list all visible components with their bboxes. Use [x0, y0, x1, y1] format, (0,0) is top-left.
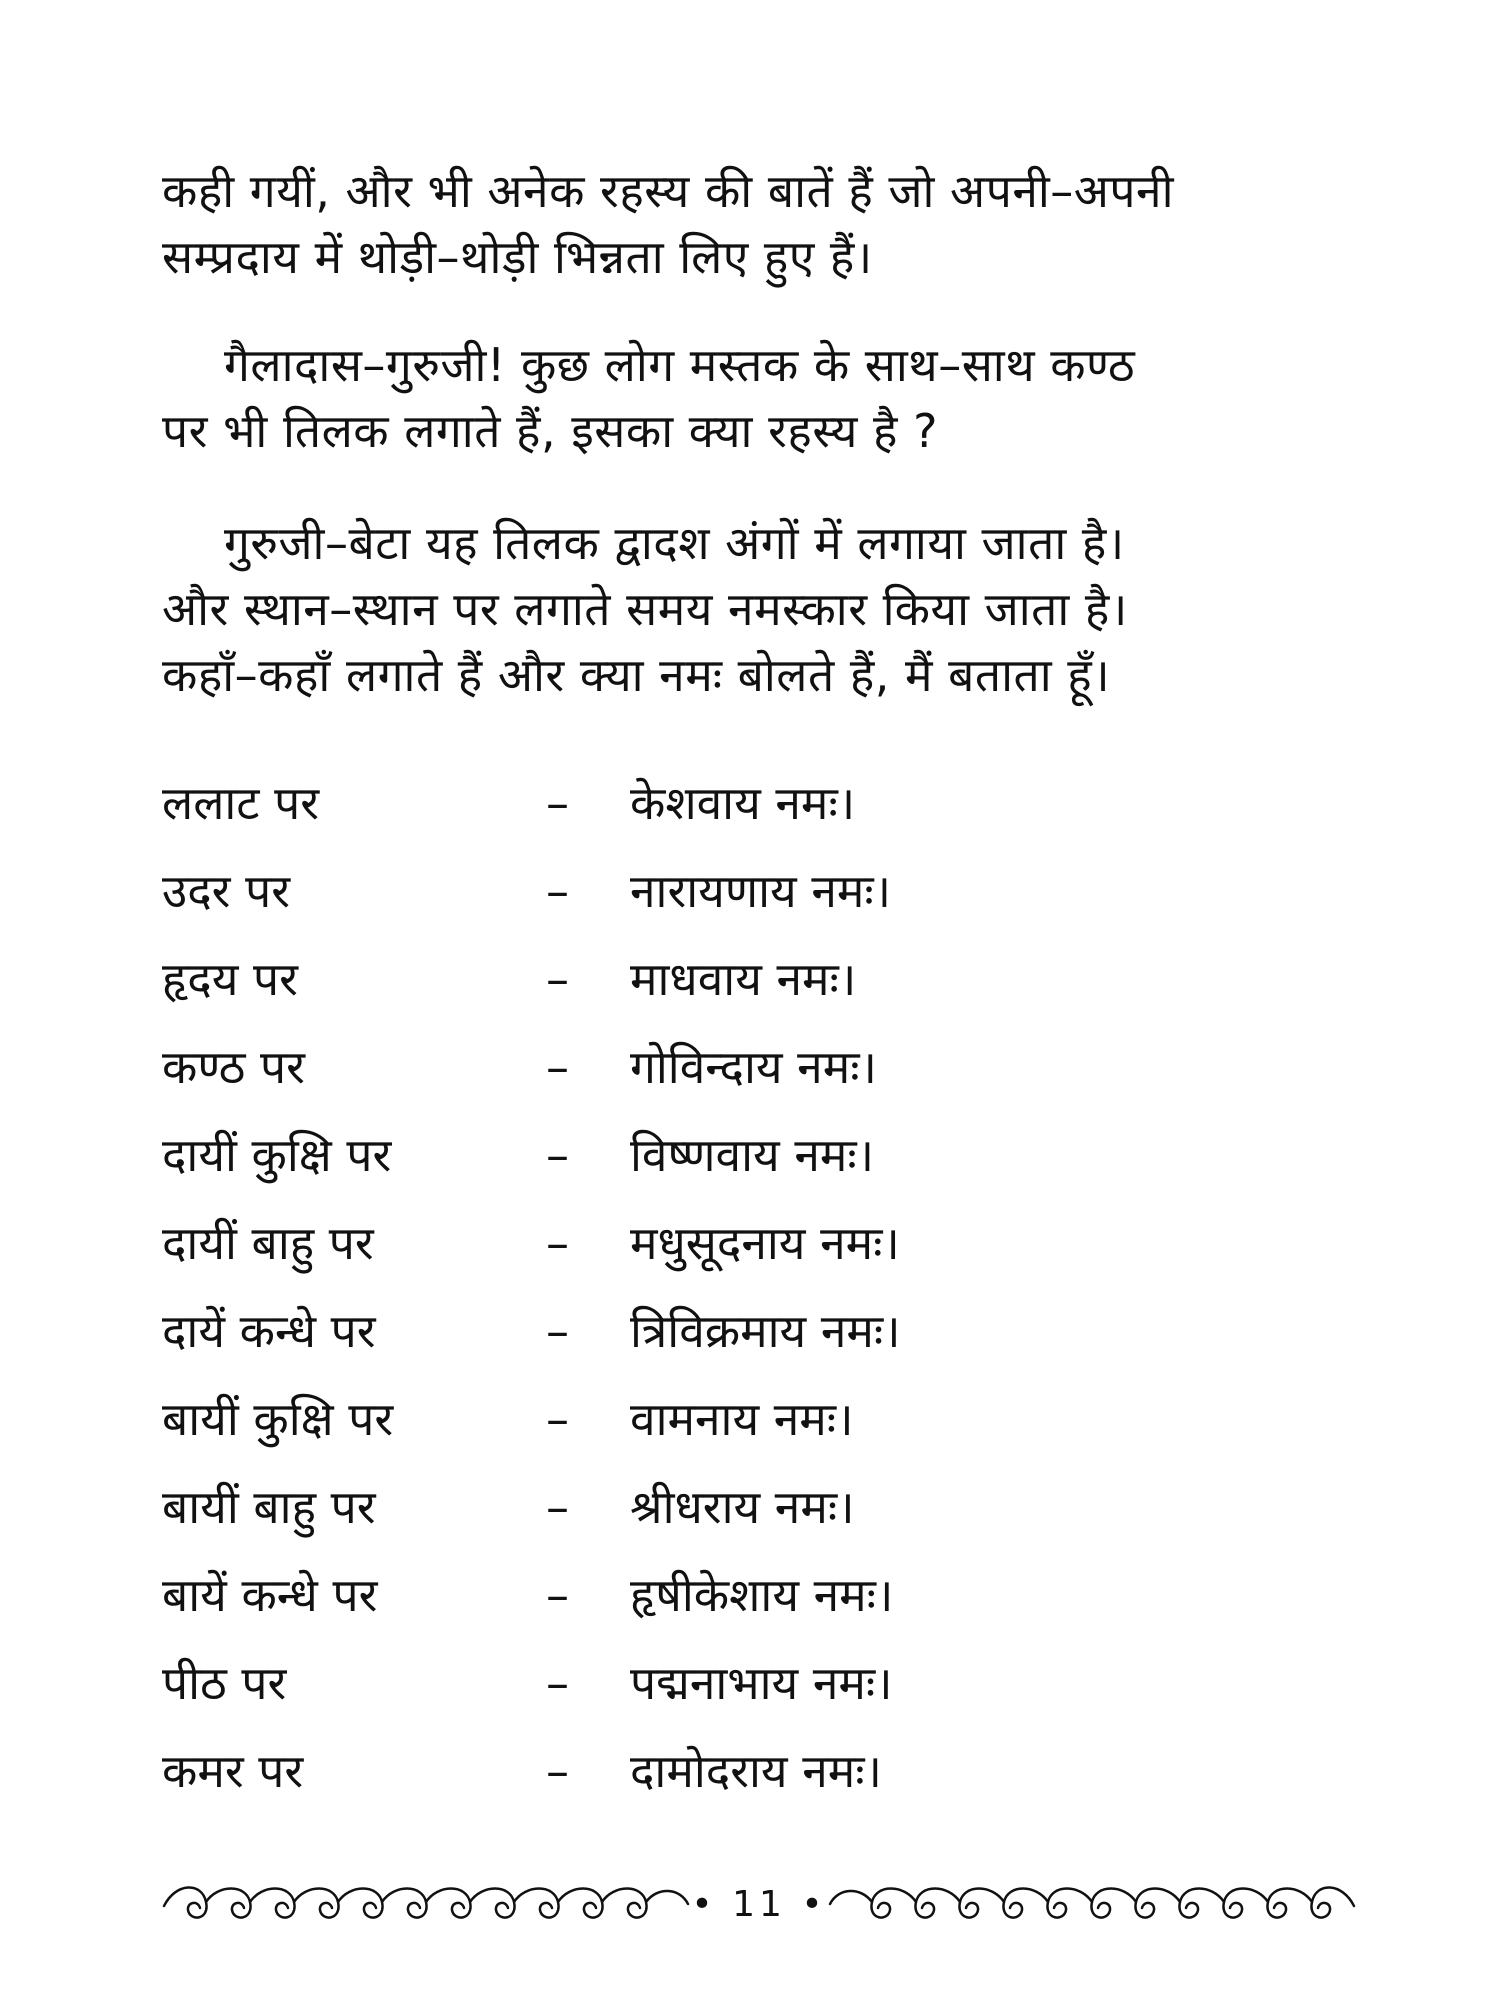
list-item	[162, 770, 1362, 858]
paragraph-answer	[162, 510, 1362, 708]
dash: –	[546, 1744, 569, 1798]
body-place: हृदय पर	[162, 952, 298, 1006]
body-place: दायें कन्धे पर	[162, 1304, 376, 1358]
list-item	[162, 1122, 1362, 1210]
list-item	[162, 1298, 1362, 1386]
text-line: कही गयीं, और भी अनेक रहस्य की बातें हैं जो अपनी–अपनी	[162, 164, 1174, 218]
list-item	[162, 1650, 1362, 1738]
dash: –	[546, 776, 569, 830]
list-item	[162, 946, 1362, 1034]
text-line: गैलादास–गुरुजी! कुछ लोग मस्तक के साथ–साथ कण्ठ	[224, 338, 1136, 392]
dash: –	[546, 1040, 569, 1094]
body-place: ललाट पर	[162, 776, 320, 830]
dash: –	[546, 1304, 569, 1358]
body-place: बायें कन्धे पर	[162, 1568, 378, 1622]
page-footer	[162, 1874, 1356, 1938]
mantra: नारायणाय नमः।	[630, 864, 892, 918]
text-line: सम्प्रदाय में थोड़ी–थोड़ी भिन्नता लिए हुए हैं।	[162, 230, 873, 284]
list-item	[162, 1738, 1362, 1826]
mantra: केशवाय नमः।	[630, 776, 856, 830]
mantra: माधवाय नमः।	[630, 952, 857, 1006]
mantra: श्रीधराय नमः।	[630, 1480, 855, 1534]
list-item	[162, 1474, 1362, 1562]
text-line: गुरुजी–बेटा यह तिलक द्वादश अंगों में लगाया जाता है।	[224, 516, 1125, 570]
text-line: कहाँ–कहाँ लगाते हैं और क्या नमः बोलते हैं, मैं बताता हूँ।	[162, 648, 1111, 702]
list-item	[162, 858, 1362, 946]
page-number: • 11 •	[691, 1884, 827, 1925]
dash: –	[546, 1392, 569, 1446]
dash: –	[546, 1656, 569, 1710]
scroll-ornament-icon	[826, 1874, 1356, 1938]
paragraph-continuation	[162, 158, 1362, 290]
body-place: कण्ठ पर	[162, 1040, 305, 1094]
list-item	[162, 1562, 1362, 1650]
mantra: पद्मनाभाय नमः।	[630, 1656, 893, 1710]
mantra: गोविन्दाय नमः।	[630, 1040, 877, 1094]
mantra: मधुसूदनाय नमः।	[630, 1216, 900, 1270]
list-item	[162, 1386, 1362, 1474]
list-item	[162, 1034, 1362, 1122]
dash: –	[546, 1128, 569, 1182]
dash: –	[546, 952, 569, 1006]
text-line: और स्थान–स्थान पर लगाते समय नमस्कार किया जाता है।	[162, 582, 1128, 636]
mantra: त्रिविक्रमाय नमः।	[630, 1304, 901, 1358]
body-place: पीठ पर	[162, 1656, 287, 1710]
body-place: बायीं कुक्षि पर	[162, 1392, 394, 1446]
dash: –	[546, 864, 569, 918]
body-place: बायीं बाहु पर	[162, 1480, 376, 1534]
dash: –	[546, 1480, 569, 1534]
tilak-placement-list	[162, 770, 1362, 1826]
dash: –	[546, 1568, 569, 1622]
mantra: दामोदराय नमः।	[630, 1744, 882, 1798]
body-place: उदर पर	[162, 864, 291, 918]
body-place: दायीं कुक्षि पर	[162, 1128, 392, 1182]
text-line: पर भी तिलक लगाते हैं, इसका क्या रहस्य है ?	[162, 404, 938, 458]
body-place: कमर पर	[162, 1744, 304, 1798]
mantra: वामनाय नमः।	[630, 1392, 854, 1446]
mantra: हृषीकेशाय नमः।	[630, 1568, 894, 1622]
dash: –	[546, 1216, 569, 1270]
body-place: दायीं बाहु पर	[162, 1216, 374, 1270]
paragraph-question	[162, 332, 1362, 464]
list-item	[162, 1210, 1362, 1298]
mantra: विष्णवाय नमः।	[630, 1128, 875, 1182]
